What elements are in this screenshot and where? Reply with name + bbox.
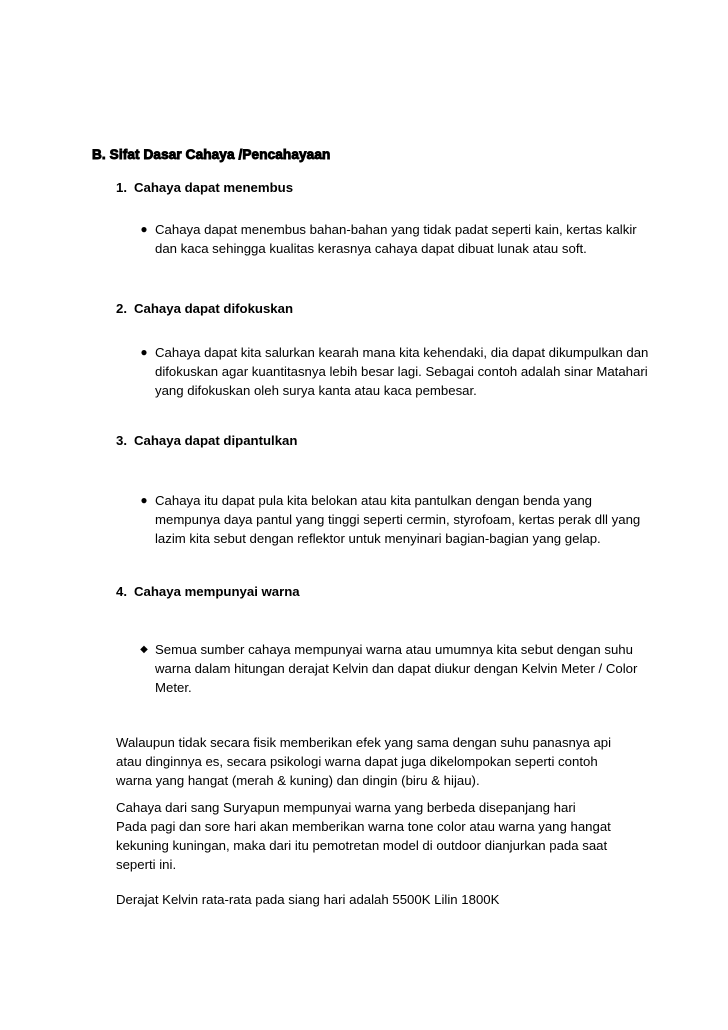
- bullet-point: [136, 640, 656, 697]
- list-item-number: 3.: [116, 433, 127, 448]
- list-item-title: [116, 180, 293, 195]
- paragraph-line: Derajat Kelvin rata-rata pada siang hari adalah 5500K Lilin 1800K: [116, 892, 500, 907]
- list-item-title-text: Cahaya dapat menembus: [134, 180, 294, 195]
- list-item-title: [116, 301, 293, 316]
- paragraph-line: Walaupun tidak secara fisik memberikan efek yang sama dengan suhu panasnya api: [116, 735, 612, 750]
- bullet-point: [136, 220, 656, 258]
- list-item-number: 4.: [116, 584, 127, 599]
- section-heading: B. Sifat Dasar Cahaya /Pencahayaan: [92, 147, 331, 162]
- paragraph-line: kekuning kuningan, maka dari itu pemotretan model di outdoor dianjurkan pada saat: [116, 838, 608, 853]
- bullet-text: Cahaya dapat kita salurkan kearah mana kita kehendaki, dia dapat dikumpulkan dan difokuskan agar kuantitasnya lebih besar lagi. Sebagai contoh adalah sinar Matahari yang difokuskan oleh surya kanta atau kaca pembesar.: [155, 345, 649, 398]
- bullet-point: [136, 343, 656, 400]
- diamond-bullet-icon: ◆: [140, 644, 148, 655]
- paragraph: [116, 890, 641, 909]
- bullet-text: Semua sumber cahaya mempunyai warna atau umumnya kita sebut dengan suhu warna dalam hitungan derajat Kelvin dan dapat diukur dengan Kelvin Meter / Color Meter.: [155, 642, 638, 695]
- bullet-dot-icon: ●: [140, 345, 148, 359]
- bullet-text: Cahaya dapat menembus bahan-bahan yang tidak padat seperti kain, kertas kalkir dan kaca sehingga kualitas kerasnya cahaya dapat dibuat lunak atau soft.: [155, 222, 637, 256]
- bullet-dot-icon: ●: [140, 493, 148, 507]
- list-item-title: [116, 584, 300, 599]
- paragraph-line: Cahaya dari sang Suryapun mempunyai warna yang berbeda disepanjang hari: [116, 800, 576, 815]
- paragraph-line: warna yang hangat (merah & kuning) dan dingin (biru & hijau).: [116, 773, 480, 788]
- paragraph-line: atau dinginnya es, secara psikologi warna dapat juga dikelompokan seperti contoh: [116, 754, 598, 769]
- paragraph-line: seperti ini.: [116, 857, 177, 872]
- paragraph: [116, 733, 641, 790]
- paragraph: [116, 798, 641, 874]
- list-item-title-text: Cahaya mempunyai warna: [134, 584, 300, 599]
- list-item-title: [116, 433, 297, 448]
- list-item-number: 2.: [116, 301, 127, 316]
- bullet-text: Cahaya itu dapat pula kita belokan atau kita pantulkan dengan benda yang mempunya daya pantul yang tinggi seperti cermin, styrofoam, kertas perak dll yang lazim kita sebut dengan reflektor untuk menyinari bagian-bagian yang gelap.: [155, 493, 641, 546]
- bullet-point: [136, 491, 656, 548]
- list-item-title-text: Cahaya dapat dipantulkan: [134, 433, 298, 448]
- paragraph-line: Pada pagi dan sore hari akan memberikan warna tone color atau warna yang hangat: [116, 819, 611, 834]
- list-item-number: 1.: [116, 180, 127, 195]
- list-item-title-text: Cahaya dapat difokuskan: [134, 301, 294, 316]
- bullet-dot-icon: ●: [140, 222, 148, 236]
